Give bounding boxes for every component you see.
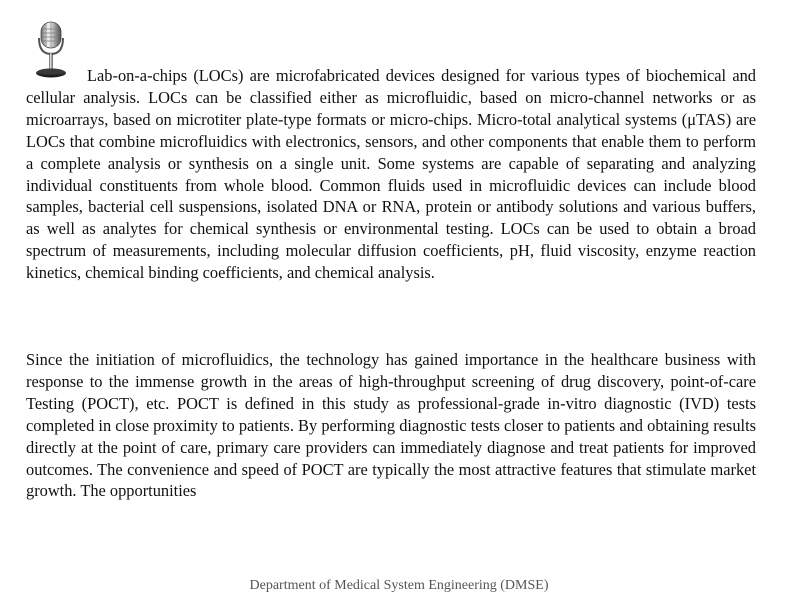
page-footer: Department of Medical System Engineering (DMSE)	[249, 578, 549, 593]
body-paragraph-2: Since the initiation of microfluidics, the technology has gained importance in the healthcare business with response to the immense growth in the areas of high-throughput screening of drug discovery, point-of-care Testing (POCT), etc. POCT is defined in this study as professional-grade in-vitro diagnostic (IVD) tests completed in close proximity to patients. By performing diagnostic tests closer to patients and obtaining results directly at the point of care, primary care providers can immediately diagnose and treat patients for improved outcomes. The convenience and speed of POCT are typically the most attractive features that stimulate market growth. The opportunities	[26, 350, 756, 501]
body-paragraph-1: Lab-on-a-chips (LOCs) are microfabricated devices designed for various types of biochemical and cellular analysis. LOCs can be classified either as microfluidic, based on micro-channel networks or as microarrays, based on microtiter plate-type formats or micro-chips. Micro-total analytical systems (μTAS) are LOCs that combine microfluidics with electronics, sensors, and other components that enable them to perform a complete analysis or synthesis on a single unit. Some systems are capable of separating and analyzing individual constituents from whole blood. Common fluids used in microfluidic devices can include blood samples, bacterial cell suspensions, isolated DNA or RNA, protein or antibody solutions and various buffers, as well as analytes for chemical synthesis or environmental testing. LOCs can be used to obtain a broad spectrum of measurements, including molecular diffusion coefficients, pH, fluid viscosity, enzyme reaction kinetics, chemical binding coefficients, and chemical analysis.	[26, 66, 756, 283]
